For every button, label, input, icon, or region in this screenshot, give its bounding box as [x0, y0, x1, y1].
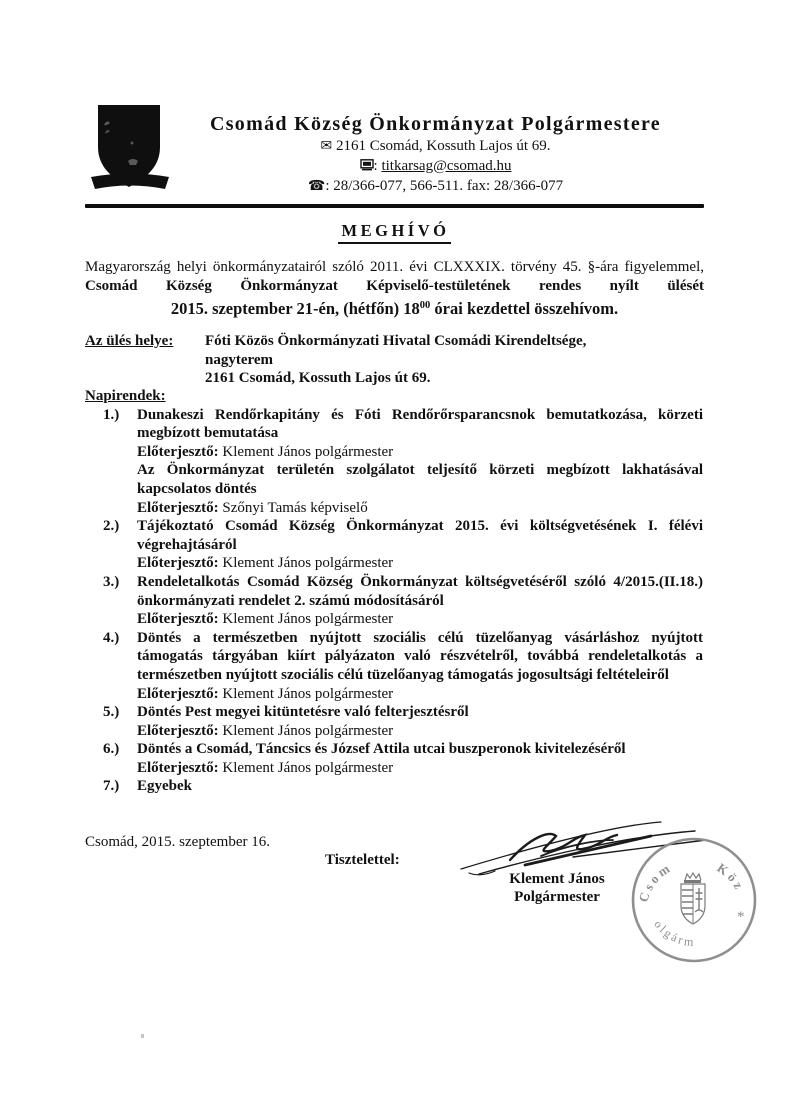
separator-colon: :: [373, 157, 378, 174]
intro-text-normal: Magyarország helyi önkormányzatairól szóló 2011. évi CLXXXIX. törvény 45. §-ára figyelemmel,: [85, 259, 704, 275]
presenter-label: Előterjesztő:: [137, 499, 219, 516]
agenda-item-body: [137, 517, 703, 573]
title-row: [85, 221, 704, 244]
agenda-item: [85, 573, 703, 629]
presenter-label: Előterjesztő:: [137, 443, 219, 460]
postal-address: 2161 Csomád, Kossuth Lajos út 69.: [335, 138, 551, 154]
presenter-label: Előterjesztő:: [137, 555, 219, 572]
datetime-text-end: órai kezdettel összehívom.: [430, 298, 619, 318]
intro-section: [85, 258, 704, 319]
document-title: MEGHÍVÓ: [338, 221, 452, 244]
meeting-place-section: [85, 332, 704, 388]
venue-room: nagyterem: [205, 351, 274, 368]
agenda-presenter-line: [137, 443, 703, 462]
presenter-label: Előterjesztő:: [137, 685, 219, 702]
agenda-item: [85, 517, 703, 573]
svg-text:Csom: [635, 859, 674, 904]
agenda-topic: Dunakeszi Rendőrkapitány és Fóti Rendőrőrsparancsnok bemutatkozása, körzeti megbízott bemutatása: [137, 406, 703, 442]
datetime-superscript: 00: [419, 299, 431, 311]
stamp-arc-text-bottom: olgárm: [651, 917, 697, 950]
agenda-presenter-line: [137, 499, 703, 518]
agenda-item-number: 4.): [103, 629, 120, 646]
agenda-item-body: [137, 777, 703, 796]
agenda-item: [85, 777, 703, 796]
agenda-topic: Rendeletalkotás Csomád Község Önkormányzat költségvetéséről szóló 4/2015.(II.18.) önkormányzati rendelet 2. számú módosításáról: [137, 573, 703, 609]
envelope-icon: ✉: [320, 138, 333, 154]
signer-title: Polgármester: [514, 889, 600, 905]
stamp-coat-of-arms-icon: [681, 873, 705, 924]
email-address: titkarsag@csomad.hu: [381, 157, 512, 174]
presenter-name: Klement János polgármester: [218, 685, 394, 702]
agenda-presenter-line: [137, 554, 703, 573]
agenda-item-number: 7.): [103, 778, 120, 795]
agenda-topic: Döntés Pest megyei kitüntetésre való felterjesztésről: [137, 704, 469, 721]
stamp-arc-text-left: Csom: [635, 859, 675, 904]
presenter-label: Előterjesztő:: [137, 611, 219, 628]
agenda-topic: Döntés a természetben nyújtott szociális célú tüzelőanyag vásárláshoz nyújtott támogatás tárgyában kiírt pályázaton való részvételről, továbbá rendeletalkotás a természetben nyújtott szociális célú tüzelőanyag támogatás jogosultsági feltételeiről: [137, 629, 703, 683]
presenter-name: Klement János polgármester: [218, 759, 394, 776]
agenda-topic: Egyebek: [137, 778, 193, 795]
agenda-item-number: 5.): [103, 704, 120, 721]
email-line: [168, 157, 703, 177]
computer-icon: [360, 158, 374, 177]
closing-salutation: Tisztelettel:: [325, 852, 400, 868]
agenda-item: [85, 703, 703, 740]
agenda-item: [85, 740, 703, 777]
phone-line: [168, 177, 703, 196]
intro-text-bold: Csomád Község Önkormányzat Képviselő-testületének rendes nyílt ülését: [85, 278, 704, 295]
dateline: Csomád, 2015. szeptember 16.: [85, 834, 270, 850]
agenda-item-number: 6.): [103, 741, 120, 758]
official-round-stamp: [627, 833, 761, 967]
agenda-topic: Az Önkormányzat területén szolgálatot teljesítő körzeti megbízott lakhatásával kapcsolatos döntés: [137, 462, 703, 497]
meeting-place-label: Az ülés helye:: [85, 333, 174, 349]
presenter-name: Szőnyi Tamás képviselő: [218, 499, 368, 516]
agenda-item-body: [137, 740, 703, 777]
signature-block: [498, 870, 616, 906]
agenda-presenter-line: [137, 685, 703, 704]
agenda-list: [85, 406, 703, 796]
agenda-item-number: 3.): [103, 573, 120, 590]
scan-artifact-dot: [141, 1034, 144, 1038]
agenda-presenter-line: [137, 722, 703, 741]
agenda-item-body: [137, 573, 703, 629]
agenda-topic: Döntés a Csomád, Táncsics és József Attila utcai buszperonok kivitelezéséről: [137, 741, 626, 758]
municipal-coat-of-arms-icon: [90, 103, 170, 195]
phone-numbers: 28/366-077, 566-511. fax: 28/366-077: [333, 178, 564, 194]
stamp-asterisk: *: [737, 909, 745, 925]
letterhead: [168, 113, 703, 196]
venue-address: 2161 Csomád, Kossuth Lajos út 69.: [205, 370, 431, 387]
org-name: Csomád Község Önkormányzat Polgármestere: [209, 113, 661, 135]
presenter-name: Klement János polgármester: [218, 611, 394, 628]
meeting-place-value: [205, 332, 586, 388]
presenter-label: Előterjesztő:: [137, 759, 219, 776]
postal-address-line: [168, 137, 703, 156]
agenda-item-body: [137, 703, 703, 740]
agenda-topic: Tájékoztató Csomád Község Önkormányzat 2015. évi költségvetésének I. félévi végrehajtásáról: [137, 518, 703, 553]
agenda-item: [85, 629, 703, 703]
agenda-item-number: 1.): [103, 406, 120, 423]
agenda-presenter-line: [137, 759, 703, 778]
presenter-name: Klement János polgármester: [218, 443, 394, 460]
agenda-item-body: [137, 406, 703, 518]
stamp-arc-text-right: Köz: [714, 860, 748, 894]
agenda-section: [85, 387, 703, 796]
presenter-name: Klement János polgármester: [218, 555, 394, 572]
agenda-item-number: 2.): [103, 518, 120, 535]
presenter-label: Előterjesztő:: [137, 722, 219, 739]
agenda-heading: Napirendek:: [85, 388, 166, 404]
datetime-text: 2015. szeptember 21-én, (hétfőn) 18: [170, 298, 420, 318]
venue-name: Fóti Közös Önkormányzati Hivatal Csomádi Kirendeltsége,: [205, 333, 587, 349]
signer-name: Klement János: [509, 871, 605, 887]
agenda-item-body: [137, 629, 703, 703]
meeting-datetime-line: [85, 299, 704, 319]
phone-icon: ☎: [307, 178, 326, 194]
agenda-presenter-line: [137, 610, 703, 629]
separator-colon: :: [325, 178, 330, 194]
intro-paragraph: [85, 258, 704, 297]
presenter-name: Klement János polgármester: [218, 722, 394, 739]
agenda-item: [85, 406, 703, 518]
header-divider: [85, 204, 704, 208]
